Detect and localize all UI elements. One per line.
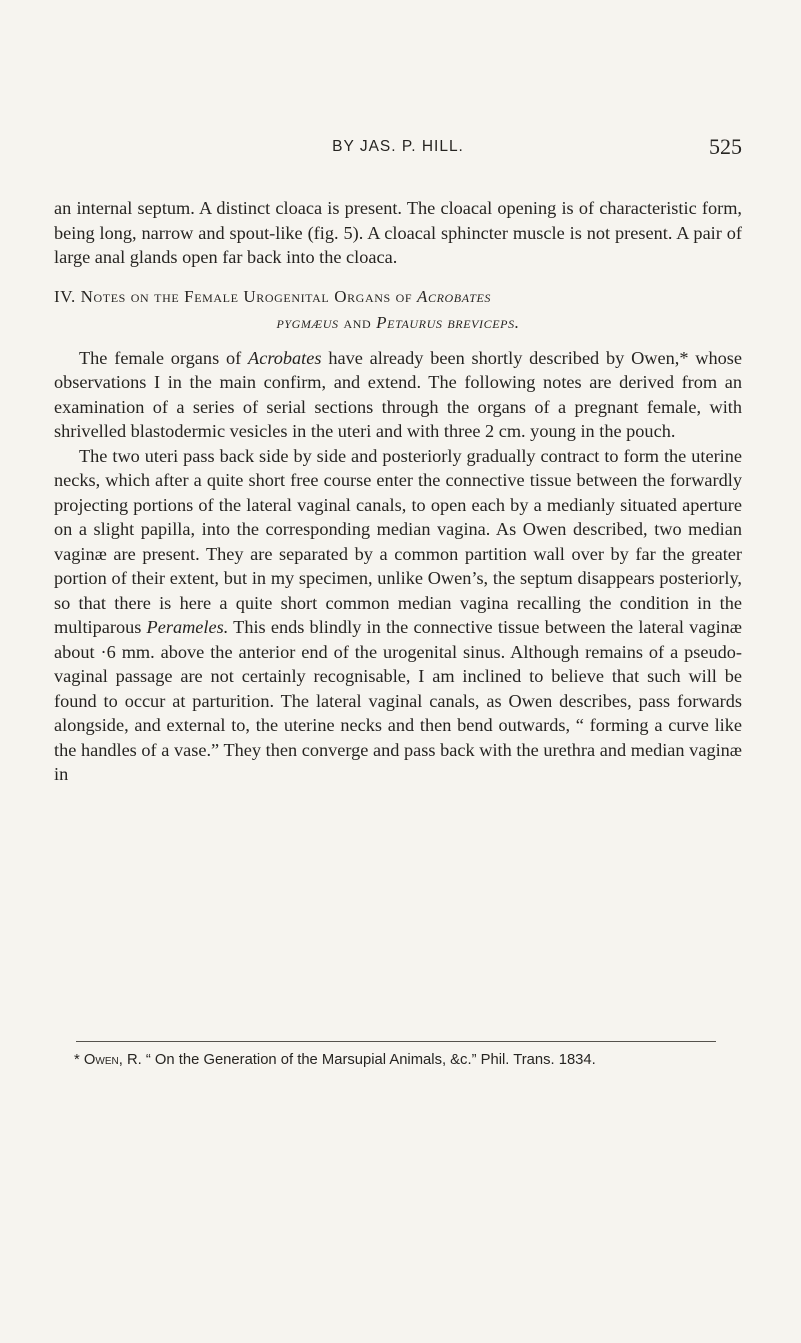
section-conjunction: and <box>343 312 372 332</box>
section-heading-line-1 <box>54 284 742 310</box>
paragraph-2-text-a: The two uteri pass back side by side and posteriorly gradually contract to form the uterine necks, which after a quite short free course enter the connective tissue between the forwardly projecting portions of the lateral vaginal canals, to open each by a medianly situated aperture on a slight papilla, into the corresponding median vagina. As Owen described, two median vaginæ are present. They are separated by a common partition wall over by far the greater portion of their extent, but in my specimen, unlike Owen’s, the septum disappears posteriorly, so that there is here a quite short common median vagina recalling the condition in the multiparous <box>54 445 742 637</box>
footnote-author: Owen, R. <box>83 1052 142 1068</box>
paragraph-female-organs <box>54 346 742 444</box>
section-species-pygmaeus: pygmæus <box>276 312 339 332</box>
page-number: 525 <box>709 134 742 159</box>
section-heading <box>54 284 742 336</box>
running-title: BY JAS. P. HILL. <box>332 138 464 155</box>
footnote-citation: “ On the Generation of the Marsupial Animals, &c.” Phil. Trans. 1834. <box>145 1052 596 1068</box>
section-species-breviceps: breviceps. <box>447 312 520 332</box>
section-genus-acrobates: Acrobates <box>417 286 492 306</box>
footnote-divider <box>76 1041 716 1042</box>
paragraph-1-text-b: have already been shortly described by Owen,* whose observations I in the main confirm, and extend. The following notes are derived from an examination of a series of serial sections through the organs of a pregnant female, with shrivelled blastodermic vesicles in the uteri and with three 2 cm. young in the pouch. <box>54 347 742 441</box>
section-genus-petaurus: Petaurus <box>376 312 443 332</box>
paragraph-1-genus: Acrobates <box>248 347 322 368</box>
paragraph-2-genus: Perameles. <box>146 617 229 637</box>
section-heading-line-2 <box>54 310 742 336</box>
paragraph-2-text-b: This ends blindly in the connective tissue between the lateral vaginæ about ·6 mm. above the anterior end of the urogenital sinus. Although remains of a pseudo-vaginal passage are not certainly recognisable, I am inclined to believe that such will be found to occur at parturition. The lateral vaginal canals, as Owen describes, pass forwards alongside, and external to, the uterine necks and then bend outwards, “ forming a curve like the handles of a vase.” They then converge and pass back with the urethra and median vaginæ in <box>54 617 742 784</box>
footnote-marker: * <box>74 1052 80 1068</box>
paragraph-uteri <box>54 444 742 787</box>
section-number: IV. <box>54 286 76 306</box>
continued-paragraph: an internal septum. A distinct cloaca is present. The cloacal opening is of characteristic form, being long, narrow and spout-like (fig. 5). A cloacal sphincter muscle is not present. A pair of large anal glands open far back into the cloaca. <box>54 198 742 267</box>
body-text <box>54 196 742 787</box>
footnote <box>54 1050 742 1071</box>
section-title: Notes on the Female Urogenital Organs of <box>80 286 413 306</box>
paragraph-1-text-a: The female organs of <box>79 347 242 368</box>
running-head <box>54 134 742 168</box>
